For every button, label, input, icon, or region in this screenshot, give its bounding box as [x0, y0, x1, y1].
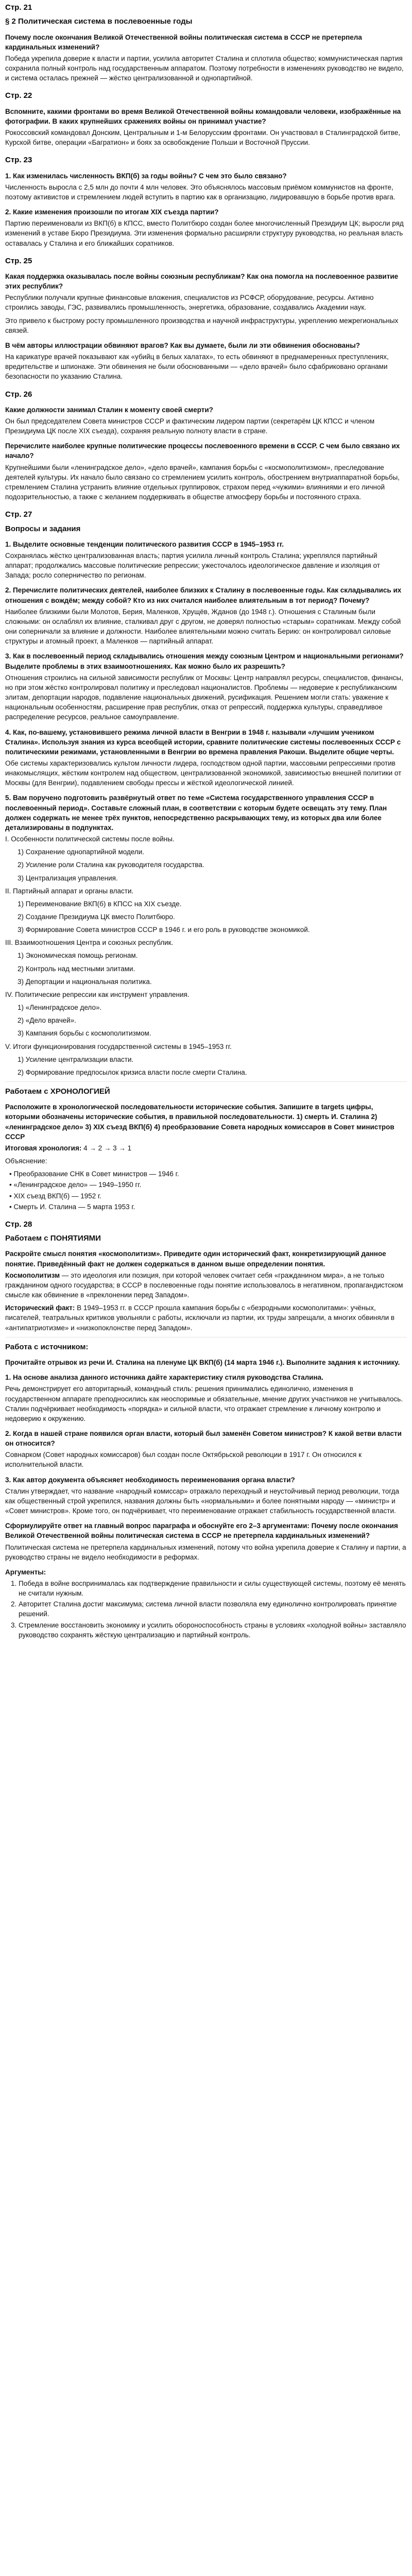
page-number: Стр. 27 [5, 510, 32, 519]
question: 1. Как изменилась численность ВКП(б) за годы войны? С чем это было связано? [5, 172, 287, 180]
question: В чём авторы иллюстрации обвиняют врагов? Как вы думаете, были ли эти обвинения обоснованы? [5, 341, 360, 349]
plan-item: IV. Политические репрессии как инструмент управления. [5, 990, 190, 998]
plan-subitem: 1) Усиление централизации власти. [18, 1055, 134, 1063]
question: Вспомните, какими фронтами во время Великой Отечественной войны командовали человеки, изображённые на фотографии. В каких крупнейших сражениях войны он принимал участие? [5, 107, 401, 125]
answer: Обе системы характеризовались культом личности лидера, господством одной партии, массовыми репрессиями против инакомыслящих, жёстким контролем над обществом, централизованной экономикой, зависимостью внешней политики от Москвы (для Венгрии), подавлением свободы прессы и жёсткой идеологической линией. [5, 759, 402, 787]
keyword-definition: В 1949–1953 гг. в СССР прошла кампания борьбы с «безродными космополитами»: учёных, писателей, театральных критиков увольняли с работы, исключали из партии, их труды запрещали, а многих обвиняли в «антипатриотизме» и «низкопоклонстве перед Западом». [5, 1304, 395, 1332]
list-item: 1. Победа в войне воспринималась как подтверждение правильности и силы существующей системы, поэтому её менять не считали нужным. [19, 1579, 407, 1598]
plan-subitem: 2) «Дело врачей». [18, 1016, 76, 1025]
plan-subitem: 3) Кампания борьбы с космополитизмом. [18, 1029, 151, 1038]
answer: Республики получали крупные финансовые вложения, специалистов из РСФСР, оборудование, ресурсы. Активно строились заводы, ГЭС, развивались промышленность, энергетика, образование, создавались Академии наук. [5, 294, 374, 312]
page-number: Стр. 25 [5, 256, 32, 265]
question: 5. Вам поручено подготовить развёрнутый ответ по теме «Система государственного управления СССР в послевоенный период». Составьте сложный план, в соответствии с которым будете освещать эту тему. План должен содержать не менее трёх пунктов, непосредственно раскрывающих тему, из которых два или более детализированы в подпунктах. [5, 794, 387, 832]
answer [5, 1303, 407, 1332]
list-item: • Смерть И. Сталина — 5 марта 1953 г. [9, 1202, 135, 1211]
question: 2. Перечислите политических деятелей, наиболее близких к Сталину в послевоенные годы. Как складывались их отношения с вождём; между собой? Кто из них считался наиболее влиятельным в тот период? Почему? [5, 586, 402, 604]
answer: Он был председателем Совета министров СССР и фактическим лидером партии (секретарём ЦК КПСС и членом Президиума ЦК после XIX съезда), сохраняя реальную полноту власти в стране. [5, 417, 375, 435]
explanation-list [5, 1169, 407, 1212]
question: Какая поддержка оказывалась после войны союзным республикам? Как она помогла на послевоенное развитие этих республик? [5, 272, 399, 291]
complex-plan [5, 834, 407, 1077]
plan-item: III. Взаимоотношения Центра и союзных республик. [5, 939, 174, 947]
answer: Отношения строились на сильной зависимости республик от Москвы: Центр направлял ресурсы, специалистов, финансы, но при этом жёстко контролировал политику и преследовал националистов. Проблемы — недоверие к республиканским элитам, депортации народов, подавление национальных движений, русификация. Решением могли стать: уважение к национальным особенностям, расширение прав республик, отказ от репрессий, поддержка культуры, справедливое распределение ресурсов, реальное самоуправление. [5, 673, 403, 721]
question: 1. На основе анализа данного источника дайте характеристику стиля руководства Сталина. [5, 1374, 323, 1382]
keyword-definition: — это идеология или позиция, при которой человек считает себя «гражданином мира», а не только гражданином одного государства; в СССР в послевоенные годы понятие использовалось в негативном, пропагандистском смысле как обвинение в «преклонении перед Западом». [5, 1271, 403, 1299]
arguments-list [5, 1579, 407, 1640]
question: 1. Выделите основные тенденции политического развития СССР в 1945–1953 гг. [5, 540, 284, 548]
list-item: • «Ленинградское дело» — 1949–1950 гг. [9, 1181, 142, 1189]
page-number: Стр. 28 [5, 1219, 32, 1229]
plan-subitem: 3) Централизация управления. [18, 874, 118, 882]
answer: Политическая система не претерпела кардинальных изменений, потому что война укрепила доверие к Сталину и партии, а руководство страны не видело необходимости в реформах. [5, 1543, 406, 1561]
plan-subitem: 1) Переименование ВКП(б) в КПСС на XIX съезде. [18, 900, 182, 908]
answer-value: 4 → 2 → 3 → 1 [83, 1144, 132, 1152]
plan-subitem: 3) Формирование Совета министров СССР в 1946 г. и его роль в руководстве экономикой. [18, 926, 310, 934]
section-title: Работаем с ПОНЯТИЯМИ [5, 1234, 101, 1243]
page-number: Стр. 26 [5, 389, 32, 399]
page-number: Стр. 23 [5, 156, 32, 165]
section-title: Вопросы и задания [5, 524, 81, 533]
plan-subitem: 1) Сохранение однопартийной модели. [18, 848, 145, 856]
question: Сформулируйте ответ на главный вопрос параграфа и обоснуйте его 2–3 аргументами: Почему после окончания Великой Отечественной войны политическая система в СССР не претерпела кардинальных изменений? [5, 1522, 398, 1540]
plan-subitem: 1) Экономическая помощь регионам. [18, 952, 138, 960]
answer: Сталин утверждает, что название «народный комиссар» отражало переходный и неустойчивый период революции, тогда как общественный строй укрепился, названия должны быть «нормальными» и более понятными народу — «министр» и «Совет министров». Кроме того, он подчёркивает, что переименование отражает стабильность государственной власти. [5, 1487, 400, 1515]
section-title: Работа с источником: [5, 1342, 89, 1351]
plan-item: II. Партийный аппарат и органы власти. [5, 887, 134, 895]
question: 4. Как, по-вашему, установившего режима личной власти в Венгрии в 1948 г. называли «лучшим учеником Сталина». Используя знания из курса всеобщей истории, сравните политические системы послевоенных СССР с политическими режимами, установленными в Венгрии во времена правления Ракоши. Выделите общие черты. [5, 728, 401, 756]
plan-subitem: 3) Депортации и национальная политика. [18, 977, 152, 986]
answer: Совнарком (Совет народных комиссаров) был создан после Октябрьской революции в 1917 г. Он относился к исполнительной власти. [5, 1451, 362, 1469]
answer [5, 1270, 407, 1300]
list-item: • Преобразование СНК в Совет министров — 1946 г. [9, 1170, 179, 1178]
page-number: Стр. 22 [5, 91, 32, 100]
question: Почему после окончания Великой Отечественной войны политическая система в СССР не претерпела кардинальных изменений? [5, 33, 362, 51]
question: Раскройте смысл понятия «космополитизм». Приведите один исторический факт, конкретизирующий данное понятие. Приведённый факт не должен содержаться в данном выше определении понятия. [5, 1250, 386, 1268]
plan-subitem: 2) Контроль над местными элитами. [18, 964, 135, 973]
list-item: 3. Стремление восстановить экономику и усилить обороноспособность страны в условиях «холодной войны» заставляло руководство сохранять жёсткую централизацию и партийный контроль. [19, 1620, 407, 1640]
plan-item: V. Итоги функционирования государственной системы в 1945–1953 гг. [5, 1042, 232, 1050]
question: Какие должности занимал Сталин к моменту своей смерти? [5, 405, 213, 414]
answer-label: Итоговая хронология: [5, 1144, 82, 1152]
answer: Это привело к быстрому росту промышленного производства и научной инфраструктуры, укреплению межрегиональных связей. [5, 316, 399, 334]
page-number: Стр. 21 [5, 3, 32, 12]
answer: Численность выросла с 2,5 млн до почти 4 млн человек. Это объяснялось массовым приёмом коммунистов на фронте, поэтому активистов и стремлением людей вступить в партию как в организацию, лидировавшую в борьбе против врага. [5, 183, 396, 201]
question: Расположите в хронологической последовательности исторические события. Запишите в targets цифры, которыми обозначены исторические события, в правильной последовательности. 1) смерть И. Сталина 2) «ленинградское дело» 3) XIX съезд ВКП(б) 4) преобразование Совета народных комиссаров в Совет министров СССР [5, 1103, 394, 1141]
plan-subitem: 1) «Ленинградское дело». [18, 1004, 102, 1012]
divider [5, 1081, 407, 1082]
list-item: 2. Авторитет Сталина достиг максимума; система личной власти позволяла ему единолично контролировать принятие решений. [19, 1599, 407, 1619]
answer: Речь демонстрирует его авторитарный, командный стиль: решения принимались единолично, изменения в государственном аппарате преподносились как неоспоримые и обязательные, мнение других участников не учитывалось. Сталин подчёркивает необходимость «порядка» и сильной власти, что отражает стремление к личному контролю и недоверию к окружению. [5, 1385, 403, 1422]
section-title: Работаем с ХРОНОЛОГИЕЙ [5, 1087, 110, 1096]
question: 2. Когда в нашей стране появился орган власти, который был заменён Советом министров? К какой ветви власти он относится? [5, 1429, 402, 1448]
answer: На карикатуре врачей показывают как «убийц в белых халатах», то есть обвиняют в преднамеренных преступлениях, вредительстве и шпионаже. Эти обвинения не были обоснованными — «дело врачей» было сфабриковано органами безопасности по указанию Сталина. [5, 353, 389, 381]
answer: Партию переименовали из ВКП(б) в КПСС, вместо Политбюро создан более многочисленный Президиум ЦК; выросли ряд изменений в уставе Бюро Президиума. Эти изменения формально расширяли структуру руководства, но реальная власть оставалась у Сталина и его ближайших соратников. [5, 219, 404, 247]
list-item: • XIX съезд ВКП(б) — 1952 г. [9, 1192, 102, 1200]
answer: Крупнейшими были «ленинградское дело», «дело врачей», кампания борьбы с «космополитизмом», преследование деятелей культуры. Их начало было связано со стремлением усилить контроль, обострением внутриаппаратной борьбы, стремлением Сталина устранить влияние отдельных группировок, страхом перед «чужими» влияниями и его личной подозрительностью, а также с желанием поддерживать в обществе атмосферу борьбы и постоянного страха. [5, 463, 400, 501]
keyword: Космополитизм [5, 1271, 60, 1279]
answer: Наиболее близкими были Молотов, Берия, Маленков, Хрущёв, Жданов (до 1948 г.). Отношения с Сталиным были сложными: он ослаблял их влияние, сталкивал друг с другом, не доверял полностью «старым» соратникам. Между собой они соперничали за влияние и должности. Наиболее влиятельными можно считать Берию: он контролировал силовые структуры и атомный проект, а Маленков — партийный аппарат. [5, 607, 401, 646]
answer-explanation-label: Объяснение: [5, 1157, 47, 1165]
answer: Сохранялась жёстко централизованная власть; партия усилила личный контроль Сталина; укреплялся партийный аппарат; продолжались массовые политические репрессии; ужесточалось идеологическое давление и изоляция от Запада; росло соперничество по регионам. [5, 552, 380, 580]
question: Прочитайте отрывок из речи И. Сталина на пленуме ЦК ВКП(б) (14 марта 1946 г.). Выполните задания к источнику. [5, 1359, 400, 1367]
arguments-label: Аргументы: [5, 1568, 46, 1576]
question: 3. Как в послевоенный период складывались отношения между союзным Центром и национальными регионами? Выделите проблемы в этих взаимоотношениях. Как можно было их разрешить? [5, 652, 404, 670]
plan-subitem: 2) Формирование предпосылок кризиса власти после смерти Сталина. [18, 1068, 247, 1076]
question: 3. Как автор документа объясняет необходимость переименования органа власти? [5, 1476, 295, 1484]
answer: Рокоссовский командовал Донским, Центральным и 1-м Белорусским фронтами. Он участвовал в Сталинградской битве, Курской битве, операции «Багратион» и боях за освобождение Польши и Восточной Пруссии. [5, 128, 401, 147]
plan-subitem: 2) Усиление роли Сталина как руководителя государства. [18, 861, 204, 869]
answer: Победа укрепила доверие к власти и партии, усилила авторитет Сталина и сплотила общество; коммунистическая партия сохранила полный контроль над государственным аппаратом. Поэтому потребности в изменениях руководство не видело, и система осталась прежней — жёстко централизованной и однопартийной. [5, 54, 404, 82]
question: 2. Какие изменения произошли по итогам XIX съезда партии? [5, 208, 219, 216]
plan-subitem: 2) Создание Президиума ЦК вместо Политбюро. [18, 913, 175, 921]
keyword: Исторический факт: [5, 1304, 75, 1312]
paragraph-title: § 2 Политическая система в послевоенные годы [5, 17, 193, 26]
question: Перечислите наиболее крупные политические процессы послевоенного времени в СССР. С чем было связано их начало? [5, 442, 400, 460]
answer [5, 1143, 407, 1153]
plan-item: I. Особенности политической системы после войны. [5, 835, 175, 843]
